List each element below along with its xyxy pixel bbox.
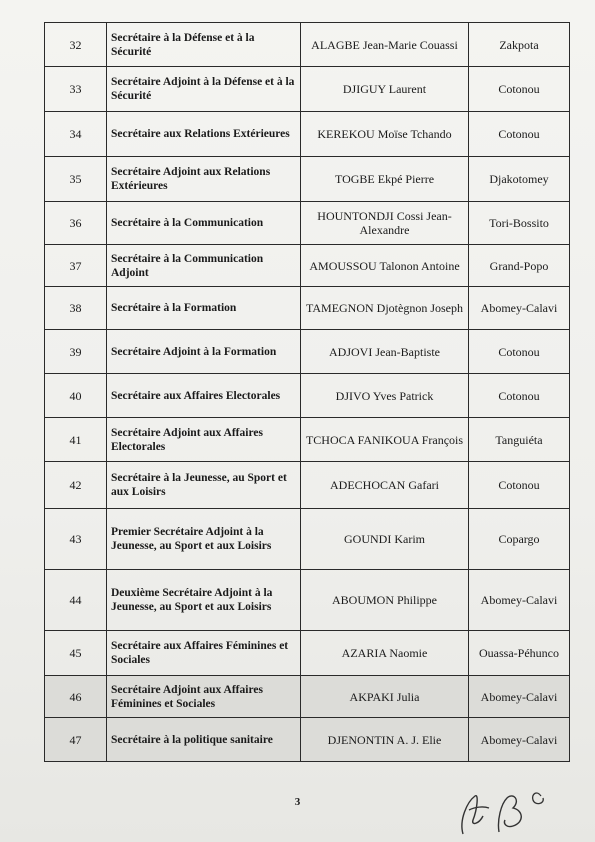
name-cell: AKPAKI Julia xyxy=(301,676,469,718)
place-cell: Cotonou xyxy=(469,112,570,157)
handwritten-signature xyxy=(455,780,565,840)
name-cell: GOUNDI Karim xyxy=(301,509,469,570)
role-cell: Secrétaire Adjoint à la Défense et à la Sécurité xyxy=(107,67,301,112)
place-cell: Grand-Popo xyxy=(469,245,570,287)
table-row xyxy=(45,202,570,245)
table-row xyxy=(45,462,570,509)
role-cell: Deuxième Secrétaire Adjoint à la Jeunesse, au Sport et aux Loisirs xyxy=(107,570,301,631)
name-cell: DJIVO Yves Patrick xyxy=(301,374,469,418)
name-cell: ABOUMON Philippe xyxy=(301,570,469,631)
role-cell: Secrétaire à la Communication xyxy=(107,202,301,245)
name-cell: AZARIA Naomie xyxy=(301,631,469,676)
table-row xyxy=(45,418,570,462)
table-row xyxy=(45,676,570,718)
place-cell: Tanguiéta xyxy=(469,418,570,462)
role-cell: Secrétaire à la Formation xyxy=(107,287,301,330)
row-number: 38 xyxy=(45,287,107,330)
table-row xyxy=(45,112,570,157)
place-cell: Abomey-Calavi xyxy=(469,676,570,718)
place-cell: Cotonou xyxy=(469,67,570,112)
table-row xyxy=(45,718,570,762)
place-cell: Ouassa-Péhunco xyxy=(469,631,570,676)
role-cell: Secrétaire à la Jeunesse, au Sport et aux Loisirs xyxy=(107,462,301,509)
table-row xyxy=(45,245,570,287)
row-number: 39 xyxy=(45,330,107,374)
role-cell: Secrétaire à la Défense et à la Sécurité xyxy=(107,23,301,67)
role-cell: Secrétaire Adjoint aux Relations Extérieures xyxy=(107,157,301,202)
name-cell: TAMEGNON Djotègnon Joseph xyxy=(301,287,469,330)
place-cell: Cotonou xyxy=(469,330,570,374)
place-cell: Abomey-Calavi xyxy=(469,287,570,330)
place-cell: Zakpota xyxy=(469,23,570,67)
place-cell: Tori-Bossito xyxy=(469,202,570,245)
role-cell: Secrétaire aux Relations Extérieures xyxy=(107,112,301,157)
place-cell: Cotonou xyxy=(469,462,570,509)
place-cell: Abomey-Calavi xyxy=(469,718,570,762)
name-cell: DJENONTIN A. J. Elie xyxy=(301,718,469,762)
role-cell: Secrétaire Adjoint aux Affaires Electorales xyxy=(107,418,301,462)
name-cell: HOUNTONDJI Cossi Jean-Alexandre xyxy=(301,202,469,245)
name-cell: TCHOCA FANIKOUA François xyxy=(301,418,469,462)
name-cell: AMOUSSOU Talonon Antoine xyxy=(301,245,469,287)
row-number: 45 xyxy=(45,631,107,676)
role-cell: Premier Secrétaire Adjoint à la Jeunesse, au Sport et aux Loisirs xyxy=(107,509,301,570)
table-row xyxy=(45,330,570,374)
table-row xyxy=(45,509,570,570)
place-cell: Djakotomey xyxy=(469,157,570,202)
role-cell: Secrétaire Adjoint aux Affaires Féminines et Sociales xyxy=(107,676,301,718)
table-row xyxy=(45,67,570,112)
name-cell: KEREKOU Moïse Tchando xyxy=(301,112,469,157)
table-row xyxy=(45,287,570,330)
table-row xyxy=(45,570,570,631)
row-number: 32 xyxy=(45,23,107,67)
row-number: 36 xyxy=(45,202,107,245)
row-number: 47 xyxy=(45,718,107,762)
name-cell: DJIGUY Laurent xyxy=(301,67,469,112)
row-number: 37 xyxy=(45,245,107,287)
table-row xyxy=(45,631,570,676)
page-number: 3 xyxy=(294,796,301,808)
row-number: 44 xyxy=(45,570,107,631)
role-cell: Secrétaire à la politique sanitaire xyxy=(107,718,301,762)
role-cell: Secrétaire aux Affaires Féminines et Sociales xyxy=(107,631,301,676)
members-table xyxy=(44,22,570,762)
role-cell: Secrétaire à la Communication Adjoint xyxy=(107,245,301,287)
table-row xyxy=(45,374,570,418)
role-cell: Secrétaire Adjoint à la Formation xyxy=(107,330,301,374)
role-cell: Secrétaire aux Affaires Electorales xyxy=(107,374,301,418)
row-number: 42 xyxy=(45,462,107,509)
row-number: 43 xyxy=(45,509,107,570)
name-cell: ALAGBE Jean-Marie Couassi xyxy=(301,23,469,67)
place-cell: Abomey-Calavi xyxy=(469,570,570,631)
row-number: 40 xyxy=(45,374,107,418)
row-number: 33 xyxy=(45,67,107,112)
name-cell: TOGBE Ekpé Pierre xyxy=(301,157,469,202)
row-number: 34 xyxy=(45,112,107,157)
row-number: 41 xyxy=(45,418,107,462)
row-number: 46 xyxy=(45,676,107,718)
name-cell: ADECHOCAN Gafari xyxy=(301,462,469,509)
place-cell: Copargo xyxy=(469,509,570,570)
table-row xyxy=(45,23,570,67)
place-cell: Cotonou xyxy=(469,374,570,418)
name-cell: ADJOVI Jean-Baptiste xyxy=(301,330,469,374)
row-number: 35 xyxy=(45,157,107,202)
table-row xyxy=(45,157,570,202)
